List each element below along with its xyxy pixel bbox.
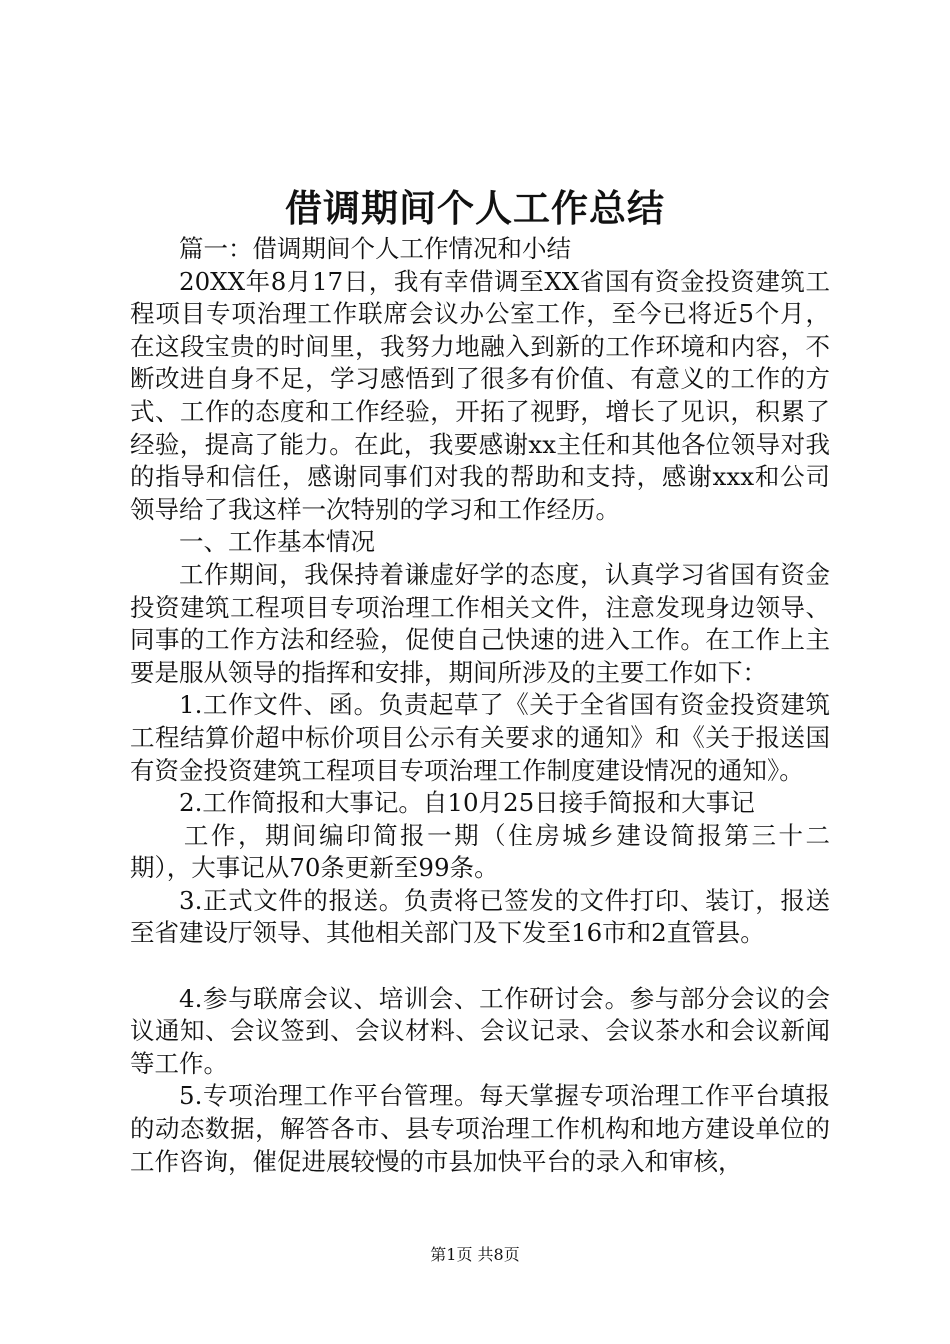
paragraph-work-period: 工作期间，我保持着谦虚好学的态度，认真学习省国有资金投资建筑工程项目专项治理工作相关文件，注意发现身边领导、同事的工作方法和经验，促使自己快速的进入工作。在工作上主要是服从领导的指挥和安排，期间所涉及的主要工作如下： (130, 559, 830, 687)
paragraph-item-2-continued: 工作，期间编印简报一期（住房城乡建设简报第三十二期），大事记从70条更新至99条。 (130, 820, 830, 883)
blank-line (130, 950, 830, 983)
paragraph-section-heading: 篇一：借调期间个人工作情况和小结 (179, 234, 571, 263)
paragraph-item-1: 1.工作文件、函。负责起草了《关于全省国有资金投资建筑工程结算价超中标价项目公示有关要求的通知》和《关于报送国有资金投资建筑工程项目专项治理工作制度建设情况的通知》。 (130, 690, 830, 785)
document-title: 借调期间个人工作总结 (285, 186, 665, 230)
paragraph-item-4: 4.参与联席会议、培训会、工作研讨会。参与部分会议的会议通知、会议签到、会议材料、会议记录、会议茶水和会议新闻等工作。 (130, 983, 830, 1078)
paragraph-intro: 20XX年8月17日，我有幸借调至XX省国有资金投资建筑工程项目专项治理工作联席会议办公室工作，至今已将近5个月，在这段宝贵的时间里，我努力地融入到新的工作环境和内容，不断改进自身不足，学习感悟到了很多有价值、有意义的工作的方式、工作的态度和工作经验，开拓了视野，增长了见识，积累了经验，提高了能力。在此，我要感谢xx主任和其他各位领导对我的指导和信任，感谢同事们对我的帮助和支持，感谢xxx和公司领导给了我这样一次特别的学习和工作经历。 (130, 266, 830, 524)
paragraph-item-3: 3.正式文件的报送。负责将已签发的文件打印、装订，报送至省建设厅领导、其他相关部门及下发至16市和2直管县。 (130, 885, 830, 948)
paragraph-heading-basic-situation: 一、工作基本情况 (179, 527, 375, 557)
document-body (130, 233, 830, 1178)
paragraph-item-5: 5.专项治理工作平台管理。每天掌握专项治理工作平台填报的动态数据，解答各市、县专项治理工作机构和地方建设单位的工作咨询，催促进展较慢的市县加快平台的录入和审核， (130, 1081, 830, 1176)
page-number-footer: 第1页 共8页 (430, 1245, 520, 1264)
paragraph-item-2: 2.工作简报和大事记。自10月25日接手简报和大事记 (179, 788, 755, 818)
